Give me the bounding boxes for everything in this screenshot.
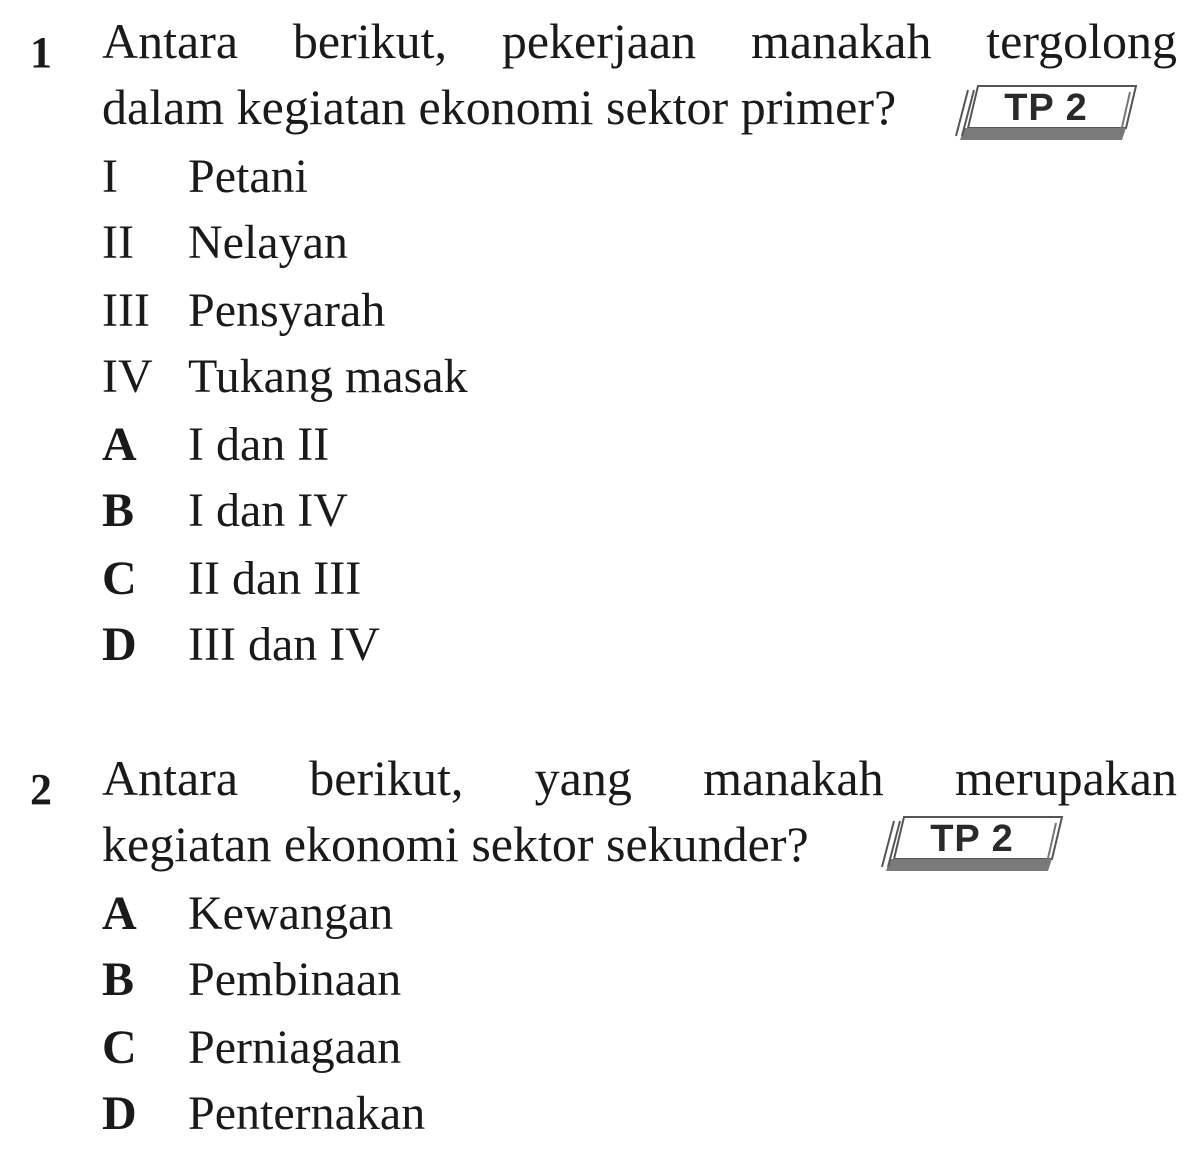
question-stem-line-2: dalam kegiatan ekonomi sektor primer?	[102, 79, 897, 135]
badge-label: TP 2	[930, 818, 1014, 860]
option-text: I dan II	[188, 418, 330, 471]
option-key: A	[102, 887, 137, 940]
statement-text: Pensyarah	[188, 284, 386, 337]
option-text: Pembinaan	[188, 953, 402, 1006]
option-key: D	[102, 1087, 137, 1140]
option-text: I dan IV	[188, 484, 348, 537]
statement-key: III	[102, 284, 150, 337]
option-key: B	[102, 484, 135, 537]
badge-label: TP 2	[1004, 87, 1088, 129]
option-key: B	[102, 953, 135, 1006]
option-key: A	[102, 418, 137, 471]
statement-key: II	[102, 216, 134, 269]
statement-text: Nelayan	[188, 216, 348, 269]
tp-level-badge	[950, 84, 1140, 144]
tp-level-badge	[876, 815, 1066, 875]
question-number: 2	[30, 765, 52, 814]
question-stem-line-1: Antara berikut, pekerjaan manakah tergolong	[102, 13, 1177, 69]
option-key: C	[102, 1021, 137, 1074]
statement-text: Tukang masak	[188, 350, 468, 403]
option-key: D	[102, 618, 137, 671]
question-number: 1	[30, 28, 52, 77]
option-text: II dan III	[188, 552, 362, 605]
question-stem-line-2: kegiatan ekonomi sektor sekunder?	[102, 816, 809, 872]
option-text: Perniagaan	[188, 1021, 402, 1074]
option-text: Kewangan	[188, 887, 394, 940]
statement-key: IV	[102, 350, 153, 403]
option-text: Penternakan	[188, 1087, 426, 1140]
question-stem-line-1: Antara berikut, yang manakah merupakan	[102, 750, 1177, 806]
option-key: C	[102, 552, 137, 605]
option-text: III dan IV	[188, 618, 380, 671]
statement-text: Petani	[188, 150, 308, 203]
statement-key: I	[102, 150, 118, 203]
